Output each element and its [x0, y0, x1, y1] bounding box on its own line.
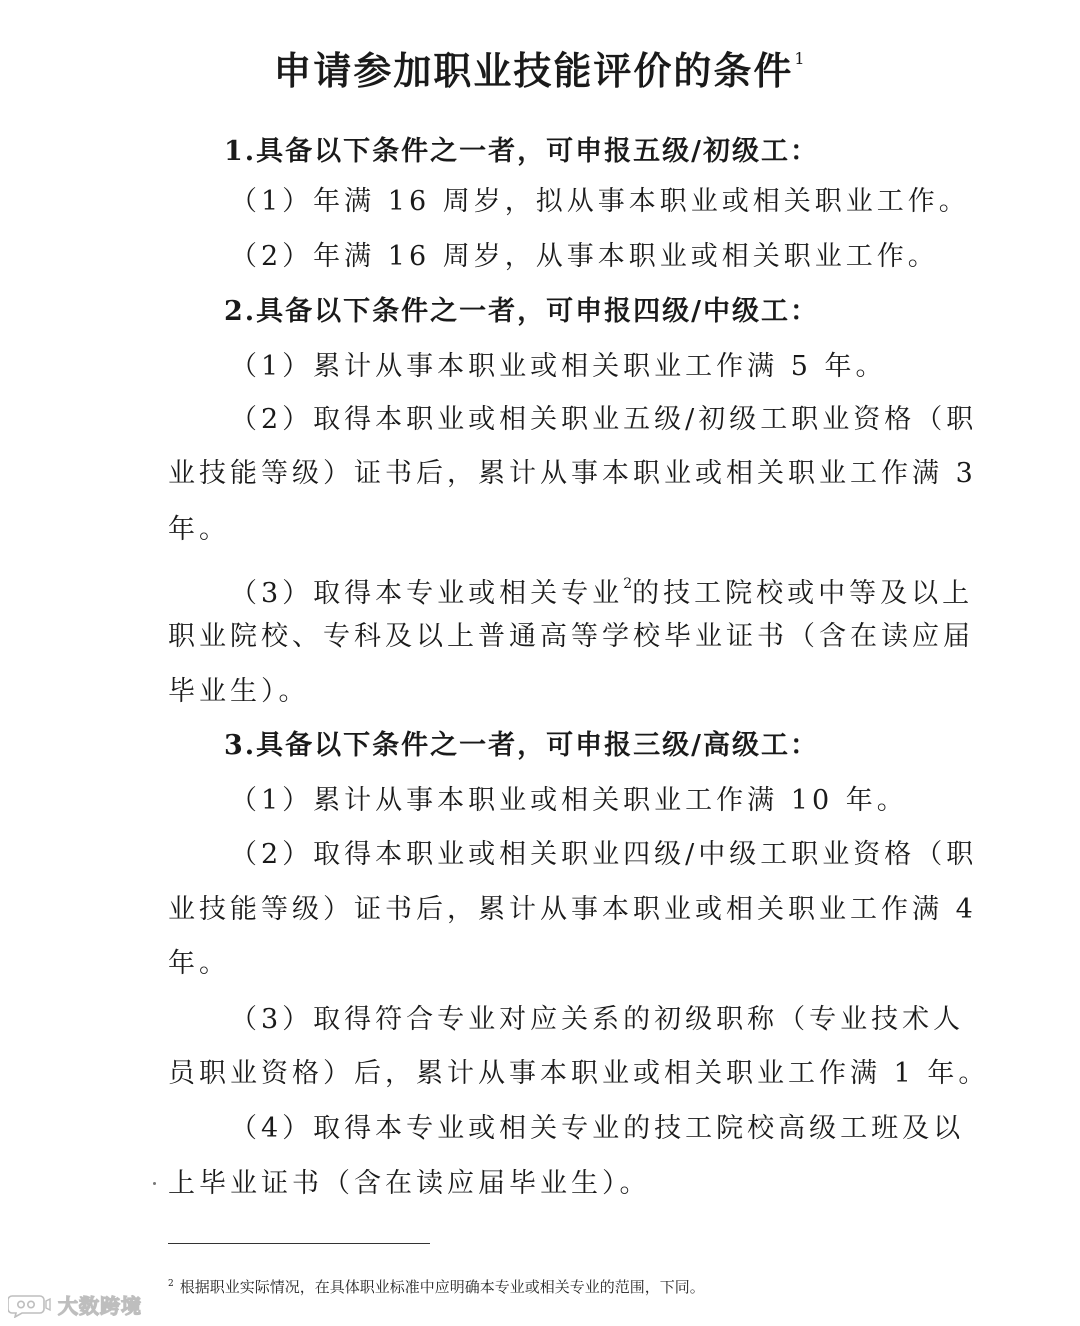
section-3-item-4-line-2: 上毕业证书（含在读应届毕业生）。 [168, 1168, 651, 1199]
footnote-text: 根据职业实际情况，在具体职业标准中应明确本专业或相关专业的范围，下同。 [179, 1278, 705, 1296]
section-3-item-3-line-2: 员职业资格）后，累计从事本职业或相关职业工作满 1 年。 [168, 1058, 990, 1089]
section-2-item-3-text-a: （3）取得本专业或相关专业 [230, 578, 624, 609]
section-3-item-3-line-1: （3）取得符合专业对应关系的初级职称（专业技术人 [230, 1004, 965, 1035]
watermark-text: 大数跨境 [58, 1294, 142, 1318]
footnote [168, 1276, 705, 1297]
section-3-item-4-line-1: （4）取得本专业或相关专业的技工院校高级工班及以 [230, 1113, 965, 1144]
footnote-reference-2: 2 [623, 576, 633, 592]
section-2-item-1: （1）累计从事本职业或相关职业工作满 5 年。 [230, 351, 887, 382]
section-1-item-2: （2）年满 16 周岁，从事本职业或相关职业工作。 [230, 241, 939, 272]
section-2-item-3-line-2: 职业院校、专科及以上普通高等学校毕业证书（含在读应届 [168, 621, 974, 652]
chat-bubble-logo-icon [8, 1292, 52, 1318]
scan-speck [153, 1182, 156, 1185]
section-2-item-2-line-2: 业技能等级）证书后，累计从事本职业或相关职业工作满 3 [168, 458, 977, 489]
section-3-item-2-line-1: （2）取得本职业或相关职业四级/中级工职业资格（职 [230, 839, 978, 870]
section-1-heading: 1.具备以下条件之一者，可申报五级/初级工： [224, 136, 820, 167]
document-title [0, 34, 1080, 96]
section-2-heading: 2.具备以下条件之一者，可申报四级/中级工： [224, 296, 820, 327]
watermark [8, 1290, 142, 1319]
title-text: 申请参加职业技能评价的条件 [273, 48, 794, 93]
footnote-divider [168, 1243, 430, 1244]
section-2-item-3-text-b: 的技工院校或中等及以上 [632, 578, 974, 609]
section-3-item-2-line-2: 业技能等级）证书后，累计从事本职业或相关职业工作满 4 [168, 894, 977, 925]
section-2-item-2-line-1: （2）取得本职业或相关职业五级/初级工职业资格（职 [230, 404, 978, 435]
section-1-item-1: （1）年满 16 周岁，拟从事本职业或相关职业工作。 [230, 186, 970, 217]
title-footnote-mark: 1 [794, 49, 807, 68]
section-2-item-2-line-3: 年。 [168, 514, 230, 545]
section-3-item-1: （1）累计从事本职业或相关职业工作满 10 年。 [230, 785, 908, 816]
section-2-item-3-line-3: 毕业生）。 [168, 676, 310, 707]
section-3-heading: 3.具备以下条件之一者，可申报三级/高级工： [224, 730, 820, 761]
footnote-mark: 2 [168, 1279, 174, 1289]
section-3-item-2-line-3: 年。 [168, 948, 230, 979]
